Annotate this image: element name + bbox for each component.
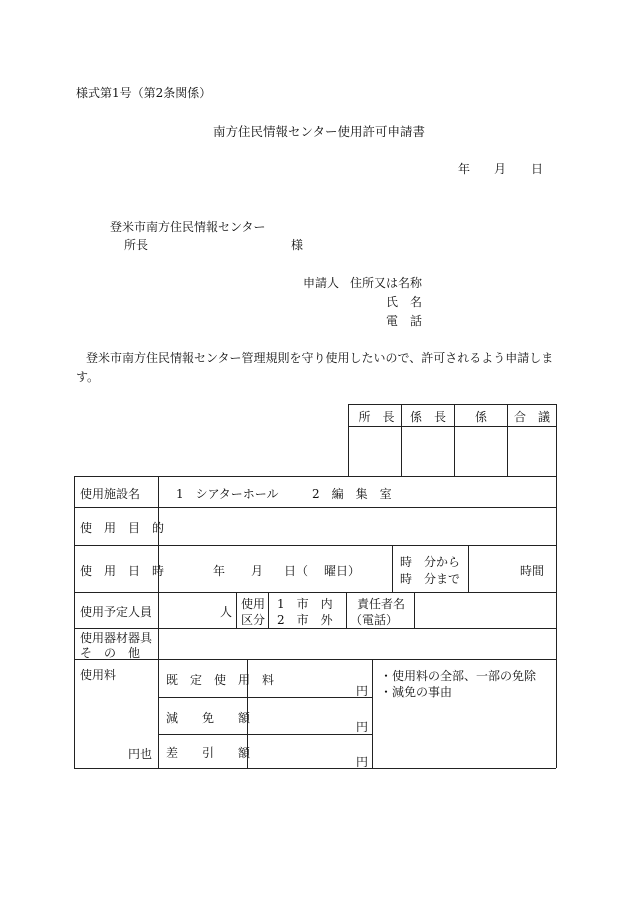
fee-net-label: 差 引 額 [166,746,251,760]
form-number: 様式第1号（第2条関係） [76,86,212,100]
purpose-label: 使 用 目 的 [80,521,165,535]
applicant-label: 申請人 [303,276,340,290]
body-text-line2: す。 [76,370,100,384]
facility-label: 使用施設名 [80,487,141,501]
fee-label: 使用料 [80,668,117,682]
equipment-label-1: 使用器材器具 [80,631,153,645]
division-label-1: 使用 [241,597,266,611]
facility-option-theater: 1 シアターホール [176,487,279,501]
fee-net-yen: 円 [356,755,369,769]
division-in-city: 1 市 内 [277,597,333,611]
division-label-2: 区分 [241,613,266,627]
applicant-address: 住所又は名称 [350,276,423,290]
datetime-month: 月 [251,564,264,578]
approval-staff: 係 [474,410,487,424]
date-year: 年 [458,162,471,176]
datetime-to: 時 分まで [400,572,461,586]
fee-reduce-label: 減 免 額 [166,711,251,725]
datetime-day: 日（ [284,564,309,578]
fee-reduce-yen: 円 [356,720,369,734]
datetime-hours: 時間 [520,564,545,578]
datetime-year: 年 [213,564,226,578]
addressee-org: 登米市南方住民情報センター [110,220,266,234]
fee-total-unit: 円也 [128,747,153,761]
facility-option-editing: 2 編 集 室 [312,487,392,501]
date-day: 日 [531,162,544,176]
fee-base-label: 既 定 使 用 料 [166,673,275,687]
addressee-honorific: 様 [291,238,304,252]
fee-note-exemption: ・使用料の全部、一部の免除 [380,669,537,683]
people-unit: 人 [220,605,233,619]
responsible-name-label: 責任者名 [357,597,406,611]
addressee-position: 所長 [124,238,149,252]
applicant-phone: 電 話 [386,314,423,328]
responsible-phone-label: （電話） [350,613,399,627]
applicant-name: 氏 名 [386,295,423,309]
fee-note-reason: ・減免の事由 [380,685,453,699]
approval-chief: 係 長 [409,410,446,424]
equipment-label-2: そ の 他 [80,646,141,660]
fee-base-yen: 円 [356,684,369,698]
page-title: 南方住民情報センター使用許可申請書 [213,124,426,139]
people-label: 使用予定人員 [80,605,153,619]
approval-council: 合 議 [513,410,550,424]
division-out-city: 2 市 外 [277,613,333,627]
approval-director: 所 長 [358,410,395,424]
body-text-line1: 登米市南方住民情報センター管理規則を守り使用したいので、許可されるよう申請しま [86,351,554,365]
datetime-label: 使 用 日 時 [80,564,165,578]
datetime-weekday: 曜日） [324,564,361,578]
datetime-from: 時 分から [400,555,461,569]
date-month: 月 [494,162,507,176]
